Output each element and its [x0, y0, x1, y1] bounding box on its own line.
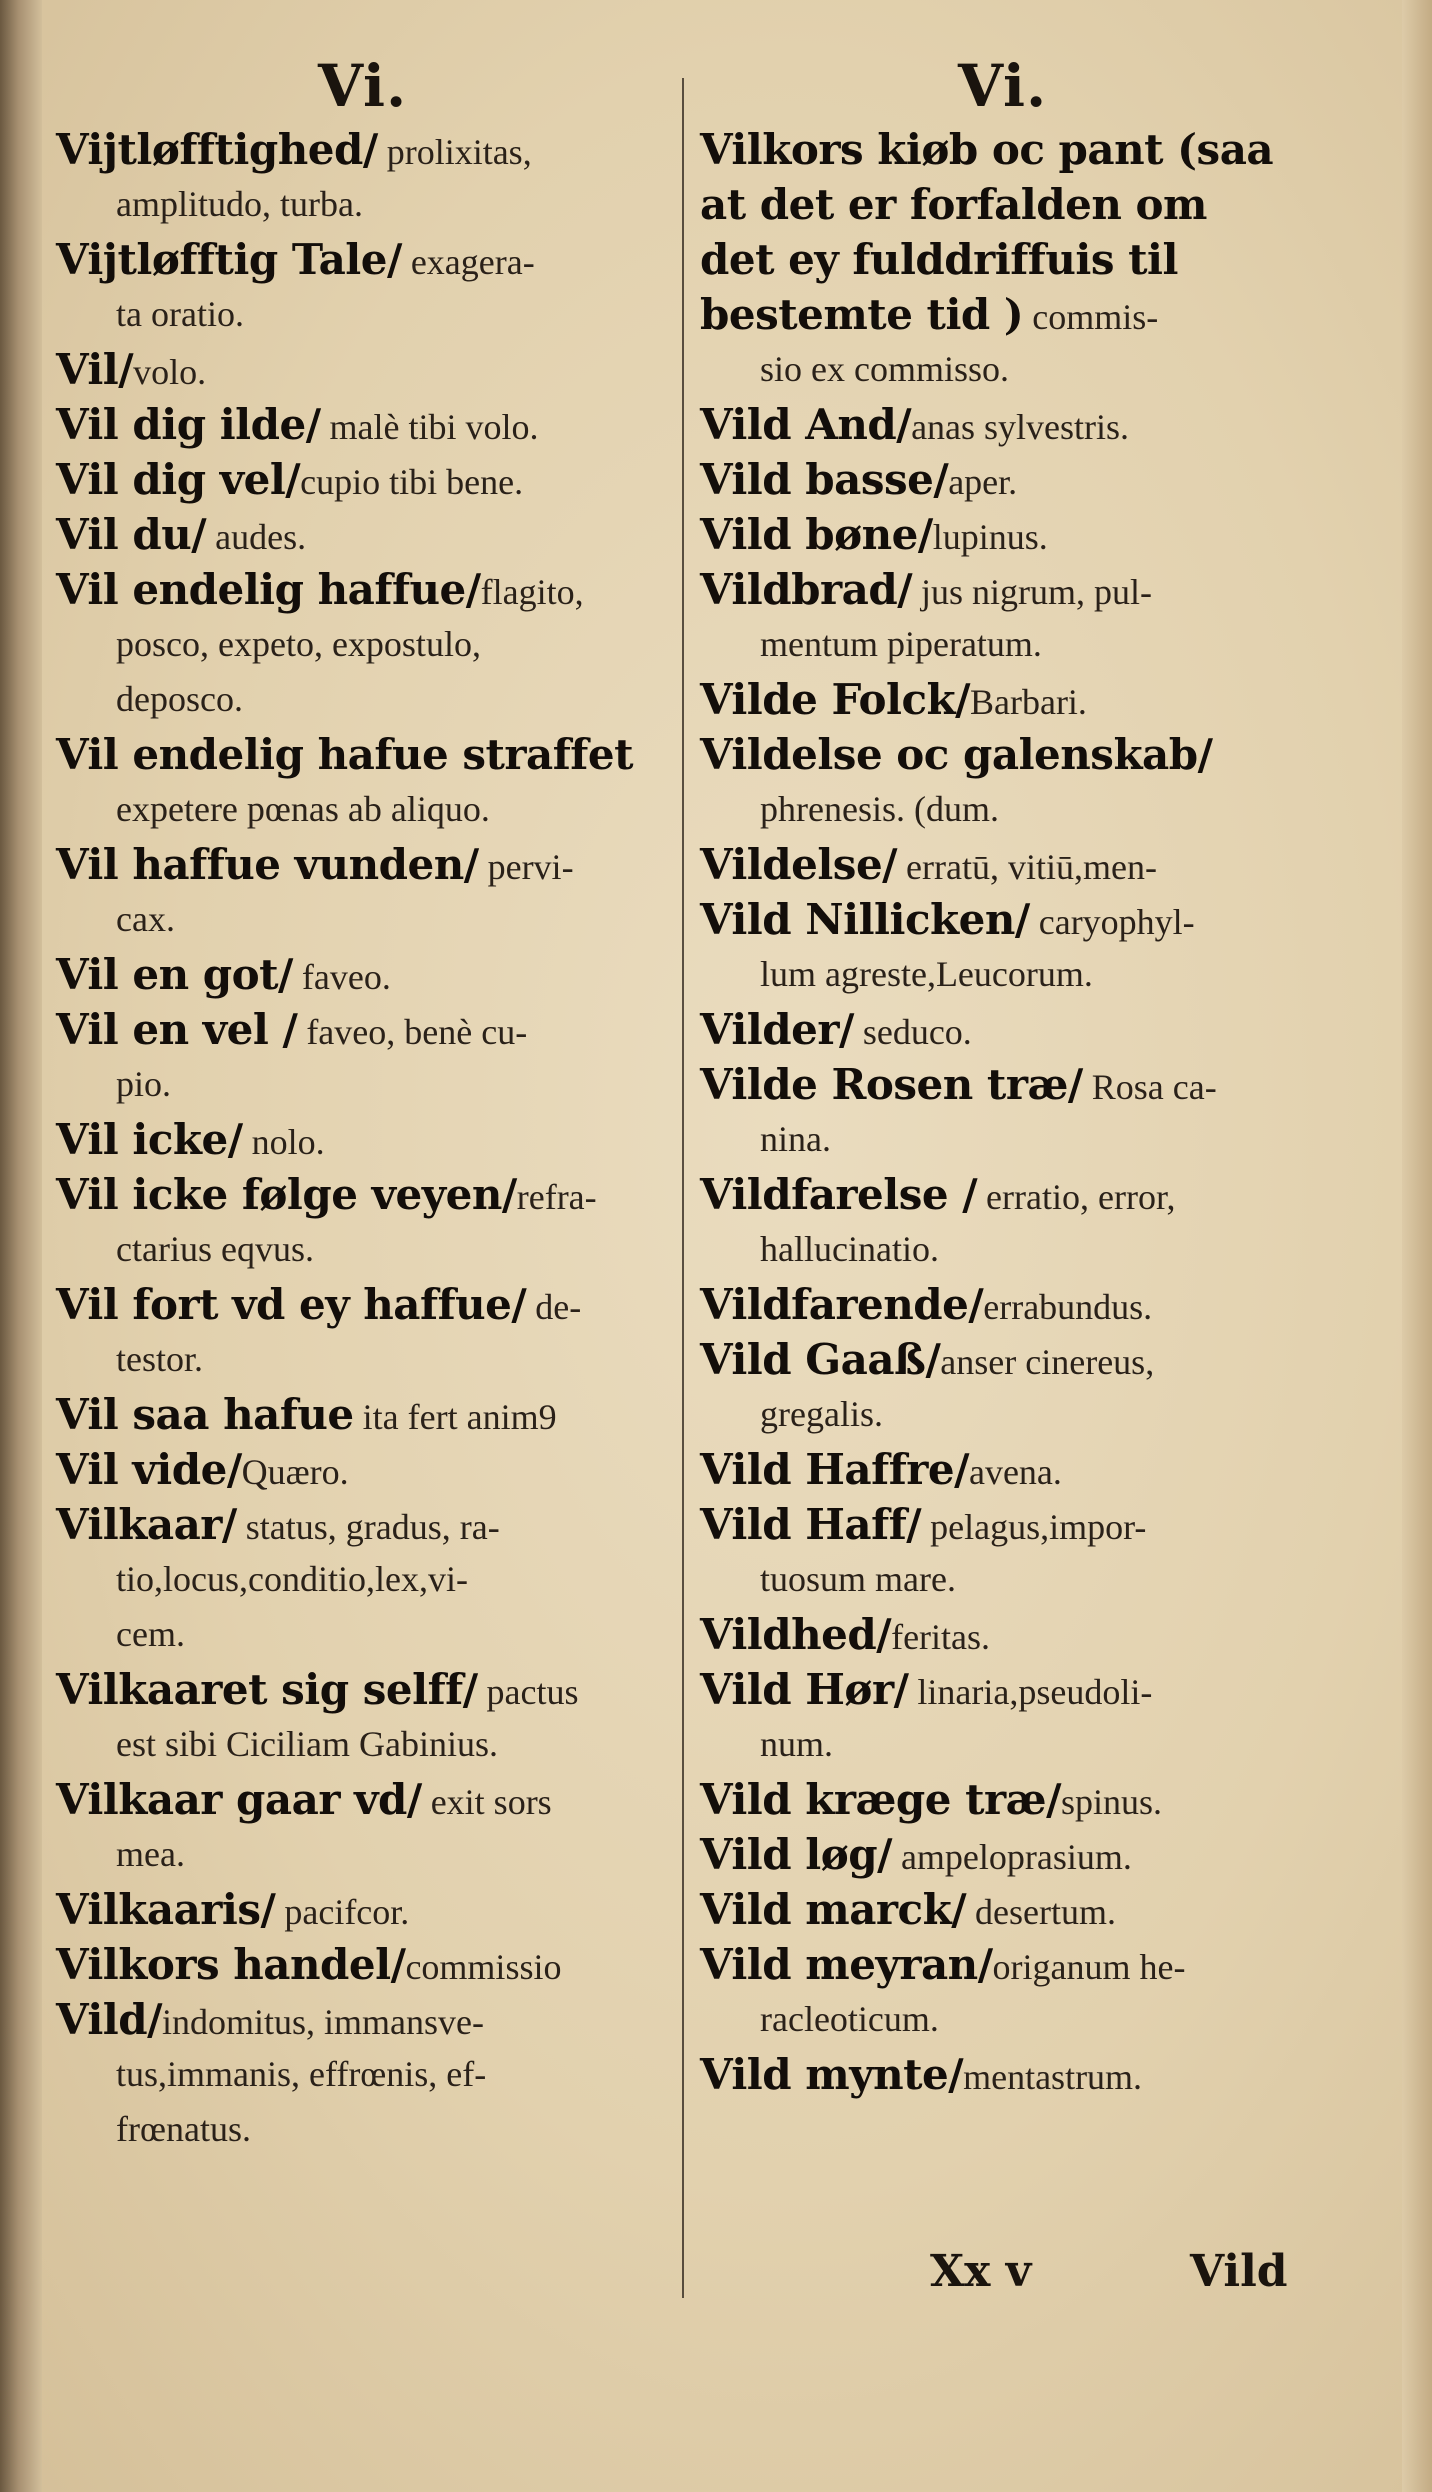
entry-gloss: jus nigrum, pul- [912, 572, 1153, 612]
entry-line [56, 727, 668, 782]
entry-gloss: erratio, error, [977, 1177, 1176, 1217]
entry-line [56, 1112, 668, 1167]
entry-line [56, 507, 668, 562]
entry-gloss: caryophyl- [1029, 902, 1195, 942]
entry-line [56, 1827, 668, 1882]
dictionary-entry [56, 1002, 668, 1112]
entry-headword: Vil dig vel/ [56, 455, 301, 504]
entry-headword: Vild And/ [700, 400, 912, 449]
catchword: Vild [1190, 2246, 1288, 2297]
entry-gloss: erratū, vitiū,men- [897, 847, 1157, 887]
dictionary-entry [56, 1937, 668, 1992]
dictionary-entry [56, 1772, 668, 1882]
entry-gloss: nina. [760, 1119, 831, 1159]
entry-line [56, 1277, 668, 1332]
dictionary-entry [700, 1167, 1308, 1277]
entry-line [56, 232, 668, 287]
entry-line [700, 892, 1308, 947]
entry-gloss: ita fert anim9 [353, 1397, 557, 1437]
entry-gloss: expetere pœnas ab aliquo. [116, 789, 490, 829]
entry-line [56, 177, 668, 232]
dictionary-entry [700, 397, 1308, 452]
entry-gloss: nolo. [242, 1122, 325, 1162]
entry-line [700, 2047, 1308, 2102]
entry-headword: Vilkaaris/ [56, 1885, 276, 1934]
entry-line [700, 672, 1308, 727]
entry-gloss: gregalis. [760, 1394, 883, 1434]
dictionary-entry [700, 2047, 1308, 2102]
dictionary-entry [56, 727, 668, 837]
entry-headword: Vil vide/ [56, 1445, 242, 1494]
entry-line [56, 1992, 668, 2047]
dictionary-entry [700, 727, 1308, 837]
entry-gloss: tuosum mare. [760, 1559, 956, 1599]
entry-line [700, 782, 1308, 837]
right-column [700, 122, 1308, 2102]
entry-gloss: pactus [477, 1672, 579, 1712]
entry-line [56, 2047, 668, 2102]
entry-headword: Vild Gaaß/ [700, 1335, 941, 1384]
dictionary-entry [700, 1607, 1308, 1662]
entry-gloss: status, gradus, ra- [236, 1507, 500, 1547]
entry-headword: Vild/ [56, 1995, 162, 2044]
dictionary-entry [700, 1057, 1308, 1167]
entry-line [700, 1552, 1308, 1607]
dictionary-entry [56, 1662, 668, 1772]
entry-gloss: origanum he- [992, 1947, 1186, 1987]
entry-headword: Vilkaaret sig selff/ [56, 1665, 478, 1714]
entry-line [56, 1222, 668, 1277]
dictionary-entry [700, 452, 1308, 507]
entry-gloss: testor. [116, 1339, 203, 1379]
entry-gloss: cax. [116, 899, 175, 939]
entry-gloss: avena. [968, 1452, 1062, 1492]
entry-headword: Vild Nillicken/ [700, 895, 1030, 944]
entry-gloss: aper. [948, 462, 1018, 502]
entry-line [56, 1442, 668, 1497]
entry-line [700, 1222, 1308, 1277]
entry-headword: Vilde Folck/ [700, 675, 970, 724]
entry-headword: Vijtløfftig Tale/ [56, 235, 402, 284]
entry-line [700, 562, 1308, 617]
dictionary-entry [700, 1772, 1308, 1827]
dictionary-entry [56, 452, 668, 507]
entry-gloss: prolixitas, [377, 132, 532, 172]
left-column [56, 122, 668, 2157]
entry-line [56, 1002, 668, 1057]
signature-mark: Xx v [930, 2246, 1032, 2297]
dictionary-entry [700, 562, 1308, 672]
dictionary-entry [700, 507, 1308, 562]
entry-headword: Vildfarende/ [700, 1280, 984, 1329]
entry-headword: Vijtløfftighed/ [56, 125, 378, 174]
entry-line [56, 1497, 668, 1552]
page-edge [1402, 0, 1432, 2492]
dictionary-entry [56, 1497, 668, 1662]
dictionary-entry [56, 507, 668, 562]
entry-headword: Vildelse oc galenskab/ [700, 730, 1213, 779]
entry-gloss: est sibi Ciciliam Gabinius. [116, 1724, 498, 1764]
entry-gloss: anas sylvestris. [911, 407, 1130, 447]
entry-gloss: lum agreste,Leucorum. [760, 954, 1093, 994]
entry-line [56, 892, 668, 947]
entry-gloss: feritas. [891, 1617, 991, 1657]
entry-gloss: audes. [206, 517, 307, 557]
entry-line [700, 342, 1308, 397]
entry-gloss: ctarius eqvus. [116, 1229, 314, 1269]
entry-gloss: pelagus,impor- [921, 1507, 1147, 1547]
entry-headword: Vild mynte/ [700, 2050, 964, 2099]
entry-headword: Vil icke følge veyen/ [56, 1170, 517, 1219]
dictionary-entry [700, 1882, 1308, 1937]
entry-line [56, 562, 668, 617]
dictionary-entry [700, 672, 1308, 727]
entry-line [56, 122, 668, 177]
entry-line [56, 1717, 668, 1772]
entry-line [700, 1112, 1308, 1167]
entry-gloss: ampeloprasium. [891, 1837, 1132, 1877]
entry-gloss: malè tibi volo. [320, 407, 539, 447]
entry-headword: Vild Hør/ [700, 1665, 909, 1714]
entry-headword: Vil haffue vunden/ [56, 840, 479, 889]
entry-line [700, 727, 1308, 782]
entry-headword: Vil du/ [56, 510, 207, 559]
entry-headword: Vilkors kiøb oc pant (saa [700, 125, 1274, 174]
dictionary-entry [56, 122, 668, 232]
running-head-right: Vi. [958, 52, 1048, 120]
entry-line [56, 837, 668, 892]
dictionary-entry [56, 837, 668, 947]
entry-line [700, 1937, 1308, 1992]
entry-line [56, 1607, 668, 1662]
entry-gloss: tus,immanis, effrœnis, ef- [116, 2054, 487, 2094]
entry-line [700, 1167, 1308, 1222]
entry-line [700, 1662, 1308, 1717]
dictionary-entry [56, 562, 668, 727]
entry-line [700, 452, 1308, 507]
entry-line [700, 1002, 1308, 1057]
dictionary-entry [56, 1882, 668, 1937]
entry-line [56, 452, 668, 507]
entry-gloss: sio ex commisso. [760, 349, 1009, 389]
dictionary-entry [56, 1167, 668, 1277]
entry-headword: Vild kræge træ/ [700, 1775, 1061, 1824]
entry-line [56, 782, 668, 837]
entry-headword: Vil icke/ [56, 1115, 243, 1164]
entry-line [700, 837, 1308, 892]
column-divider [682, 78, 684, 2298]
entry-line [56, 1387, 668, 1442]
entry-line [700, 1387, 1308, 1442]
entry-headword: Vild Haff/ [700, 1500, 922, 1549]
entry-line [56, 672, 668, 727]
entry-headword: Vild meyran/ [700, 1940, 993, 1989]
entry-line [700, 1992, 1308, 2047]
entry-headword: Vildelse/ [700, 840, 898, 889]
entry-gloss: exagera- [401, 242, 535, 282]
entry-line [700, 1057, 1308, 1112]
entry-line [56, 1167, 668, 1222]
entry-line [700, 507, 1308, 562]
entry-line [56, 287, 668, 342]
entry-gloss: amplitudo, turba. [116, 184, 363, 224]
entry-headword: Vildhed/ [700, 1610, 892, 1659]
entry-gloss: pio. [116, 1064, 172, 1104]
entry-line [56, 617, 668, 672]
dictionary-entry [700, 1277, 1308, 1332]
dictionary-entry [56, 1277, 668, 1387]
dictionary-entry [56, 1387, 668, 1442]
entry-headword: bestemte tid ) [700, 290, 1024, 339]
entry-headword: Vilkaar gaar vd/ [56, 1775, 422, 1824]
entry-line [700, 232, 1308, 287]
dictionary-entry [700, 1442, 1308, 1497]
entry-gloss: volo. [133, 352, 207, 392]
dictionary-entry [700, 1827, 1308, 1882]
entry-gloss: racleoticum. [760, 1999, 939, 2039]
entry-gloss: linaria,pseudoli- [908, 1672, 1153, 1712]
entry-gloss: cupio tibi bene. [300, 462, 524, 502]
entry-line [700, 1772, 1308, 1827]
entry-gloss: commissio [405, 1947, 562, 1987]
dictionary-entry [56, 342, 668, 397]
entry-line [700, 1717, 1308, 1772]
entry-headword: Vild bøne/ [700, 510, 933, 559]
entry-gloss: tio,locus,conditio,lex,vi- [116, 1559, 468, 1599]
entry-gloss: anser cinereus, [940, 1342, 1155, 1382]
entry-headword: Vild Haffre/ [700, 1445, 969, 1494]
dictionary-entry [56, 1442, 668, 1497]
running-head-left: Vi. [318, 52, 408, 120]
entry-gloss: flagito, [480, 572, 584, 612]
entry-line [56, 1552, 668, 1607]
entry-line [700, 397, 1308, 452]
entry-line [700, 1497, 1308, 1552]
entry-gloss: indomitus, immansve- [161, 2002, 484, 2042]
entry-line [56, 1662, 668, 1717]
entry-headword: Vil endelig hafue straffet [56, 730, 633, 779]
entry-headword: Vilder/ [700, 1005, 854, 1054]
entry-line [56, 1937, 668, 1992]
entry-line [56, 1772, 668, 1827]
entry-gloss: exit sors [421, 1782, 552, 1822]
dictionary-entry [700, 1497, 1308, 1607]
entry-line [700, 287, 1308, 342]
entry-gloss: Quæro. [241, 1452, 349, 1492]
entry-line [700, 1882, 1308, 1937]
entry-gloss: frœnatus. [116, 2109, 251, 2149]
dictionary-entry [56, 1992, 668, 2157]
entry-line [56, 1882, 668, 1937]
entry-gloss: faveo. [292, 957, 391, 997]
entry-gloss: mea. [116, 1834, 185, 1874]
dictionary-entry [700, 837, 1308, 892]
dictionary-entry [700, 1937, 1308, 2047]
dictionary-entry [700, 122, 1308, 397]
entry-headword: Vild marck/ [700, 1885, 967, 1934]
entry-line [700, 1332, 1308, 1387]
entry-line [56, 2102, 668, 2157]
entry-gloss: cem. [116, 1614, 185, 1654]
dictionary-entry [700, 892, 1308, 1002]
entry-headword: det ey fulddriffuis til [700, 235, 1178, 284]
entry-line [700, 1442, 1308, 1497]
entry-gloss: spinus. [1060, 1782, 1162, 1822]
page-gutter-shadow [0, 0, 42, 2492]
entry-gloss: mentastrum. [963, 2057, 1143, 2097]
entry-gloss: posco, expeto, expostulo, [116, 624, 481, 664]
dictionary-entry [700, 1002, 1308, 1057]
entry-gloss: num. [760, 1724, 834, 1764]
entry-line [700, 1277, 1308, 1332]
dictionary-entry [700, 1332, 1308, 1442]
entry-headword: Vil/ [56, 345, 134, 394]
entry-gloss: lupinus. [932, 517, 1048, 557]
dictionary-entry [56, 947, 668, 1002]
entry-gloss: Rosa ca- [1082, 1067, 1217, 1107]
entry-gloss: commis- [1023, 297, 1159, 337]
entry-line [56, 947, 668, 1002]
entry-gloss: errabundus. [983, 1287, 1153, 1327]
entry-headword: Vildfarelse / [700, 1170, 978, 1219]
dictionary-entry [56, 1112, 668, 1167]
entry-line [56, 397, 668, 452]
entry-line [700, 617, 1308, 672]
entry-headword: Vil endelig haffue/ [56, 565, 481, 614]
entry-headword: Vil en got/ [56, 950, 293, 999]
entry-gloss: refra- [516, 1177, 597, 1217]
entry-line [56, 1057, 668, 1112]
entry-headword: Vildbrad/ [700, 565, 913, 614]
entry-headword: Vil en vel / [56, 1005, 298, 1054]
entry-gloss: faveo, benè cu- [297, 1012, 528, 1052]
entry-headword: at det er forfalden om [700, 180, 1207, 229]
entry-headword: Vilkaar/ [56, 1500, 237, 1549]
entry-line [700, 947, 1308, 1002]
entry-headword: Vild basse/ [700, 455, 949, 504]
entry-gloss: desertum. [966, 1892, 1117, 1932]
entry-gloss: seduco. [853, 1012, 972, 1052]
entry-line [700, 1827, 1308, 1882]
entry-headword: Vil saa hafue [56, 1390, 354, 1439]
dictionary-entry [56, 397, 668, 452]
entry-gloss: phrenesis. (dum. [760, 789, 999, 829]
entry-headword: Vil dig ilde/ [56, 400, 321, 449]
entry-line [56, 1332, 668, 1387]
entry-gloss: ta oratio. [116, 294, 244, 334]
entry-headword: Vilde Rosen træ/ [700, 1060, 1083, 1109]
entry-headword: Vilkors handel/ [56, 1940, 406, 1989]
entry-gloss: de- [526, 1287, 582, 1327]
entry-line [700, 122, 1308, 177]
entry-line [56, 342, 668, 397]
entry-gloss: pervi- [478, 847, 574, 887]
entry-gloss: pacifcor. [275, 1892, 410, 1932]
entry-gloss: Barbari. [969, 682, 1087, 722]
entry-gloss: hallucinatio. [760, 1229, 939, 1269]
dictionary-entry [700, 1662, 1308, 1772]
entry-gloss: deposco. [116, 679, 243, 719]
dictionary-entry [56, 232, 668, 342]
entry-line [700, 177, 1308, 232]
entry-line [700, 1607, 1308, 1662]
entry-gloss: mentum piperatum. [760, 624, 1042, 664]
entry-headword: Vild løg/ [700, 1830, 892, 1879]
entry-headword: Vil fort vd ey haffue/ [56, 1280, 527, 1329]
